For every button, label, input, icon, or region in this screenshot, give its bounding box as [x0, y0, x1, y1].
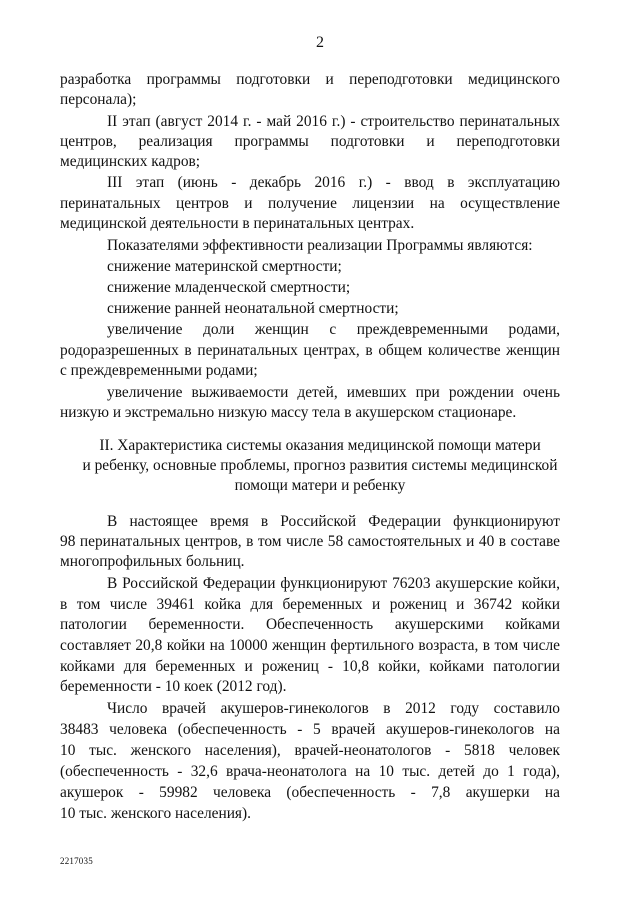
- text-line: патологии беременности. Обеспеченность акушерскими койками: [60, 616, 560, 633]
- text-line: перинатальных центров и получение лицензии на осуществление: [60, 195, 560, 212]
- text-line: В Российской Федерации функционируют 76203 акушерские койки,: [107, 575, 560, 592]
- list-item: снижение младенческой смертности;: [107, 279, 351, 296]
- section-heading: и ребенку, основные проблемы, прогноз развития системы медицинской: [82, 457, 558, 474]
- text-line: центров, реализация программы подготовки и переподготовки: [60, 133, 560, 150]
- text-line: медицинских кадров;: [60, 153, 201, 170]
- text-line: родоразрешенных в перинатальных центрах, в общем количестве женщин: [60, 342, 560, 359]
- text-line: Число врачей акушеров-гинекологов в 2012 году составило: [107, 700, 560, 717]
- text-line: с преждевременными родами;: [60, 362, 258, 379]
- text-line: составляет 20,8 койки на 10000 женщин фертильного возраста, в том числе: [60, 637, 560, 654]
- text-line: многопрофильных больниц.: [60, 553, 245, 570]
- text-line: III этап (июнь - декабрь 2016 г.) - ввод в эксплуатацию: [107, 174, 560, 191]
- text-line: акушерок - 59982 человека (обеспеченность - 7,8 акушерки на: [60, 784, 560, 801]
- list-item: снижение ранней неонатальной смертности;: [107, 300, 399, 317]
- text-line: персонала);: [60, 91, 137, 108]
- section-heading: помощи матери и ребенку: [234, 477, 406, 494]
- text-line: в том числе 39461 койка для беременных и рожениц и 36742 койки: [60, 596, 560, 613]
- text-line: 98 перинатальных центров, в том числе 58 самостоятельных и 40 в составе: [60, 533, 560, 550]
- text-line: 10 тыс. женского населения).: [60, 805, 251, 822]
- text-line: II этап (август 2014 г. - май 2016 г.) - строительство перинатальных: [107, 113, 560, 130]
- list-item: увеличение доли женщин с преждевременными родами,: [107, 321, 560, 338]
- section-heading: II. Характеристика системы оказания медицинской помощи матери: [99, 437, 541, 454]
- text-line: беременности - 10 коек (2012 год).: [60, 678, 287, 695]
- text-line: низкую и экстремально низкую массу тела в акушерском стационаре.: [60, 404, 517, 421]
- text-line: медицинской деятельности в перинатальных центрах.: [60, 215, 415, 232]
- text-line: 38483 человека (обеспеченность - 5 врачей акушеров-гинекологов на: [60, 721, 560, 738]
- document-code: 2217035: [60, 856, 93, 866]
- text-line: 10 тыс. женского населения), врачей-неонатологов - 5818 человек: [60, 742, 560, 759]
- text-line: Показателями эффективности реализации Программы являются:: [107, 237, 533, 254]
- page-number: 2: [316, 34, 324, 51]
- text-line: (обеспеченность - 32,6 врача-неонатолога на 10 тыс. детей до 1 года),: [60, 763, 560, 780]
- list-item: снижение материнской смертности;: [107, 258, 342, 275]
- text-line: разработка программы подготовки и переподготовки медицинского: [60, 71, 560, 88]
- list-item: увеличение выживаемости детей, имевших при рождении очень: [107, 384, 560, 401]
- text-line: койками для беременных и рожениц - 10,8 койки, койками патологии: [60, 658, 560, 675]
- text-line: В настоящее время в Российской Федерации функционируют: [107, 513, 560, 530]
